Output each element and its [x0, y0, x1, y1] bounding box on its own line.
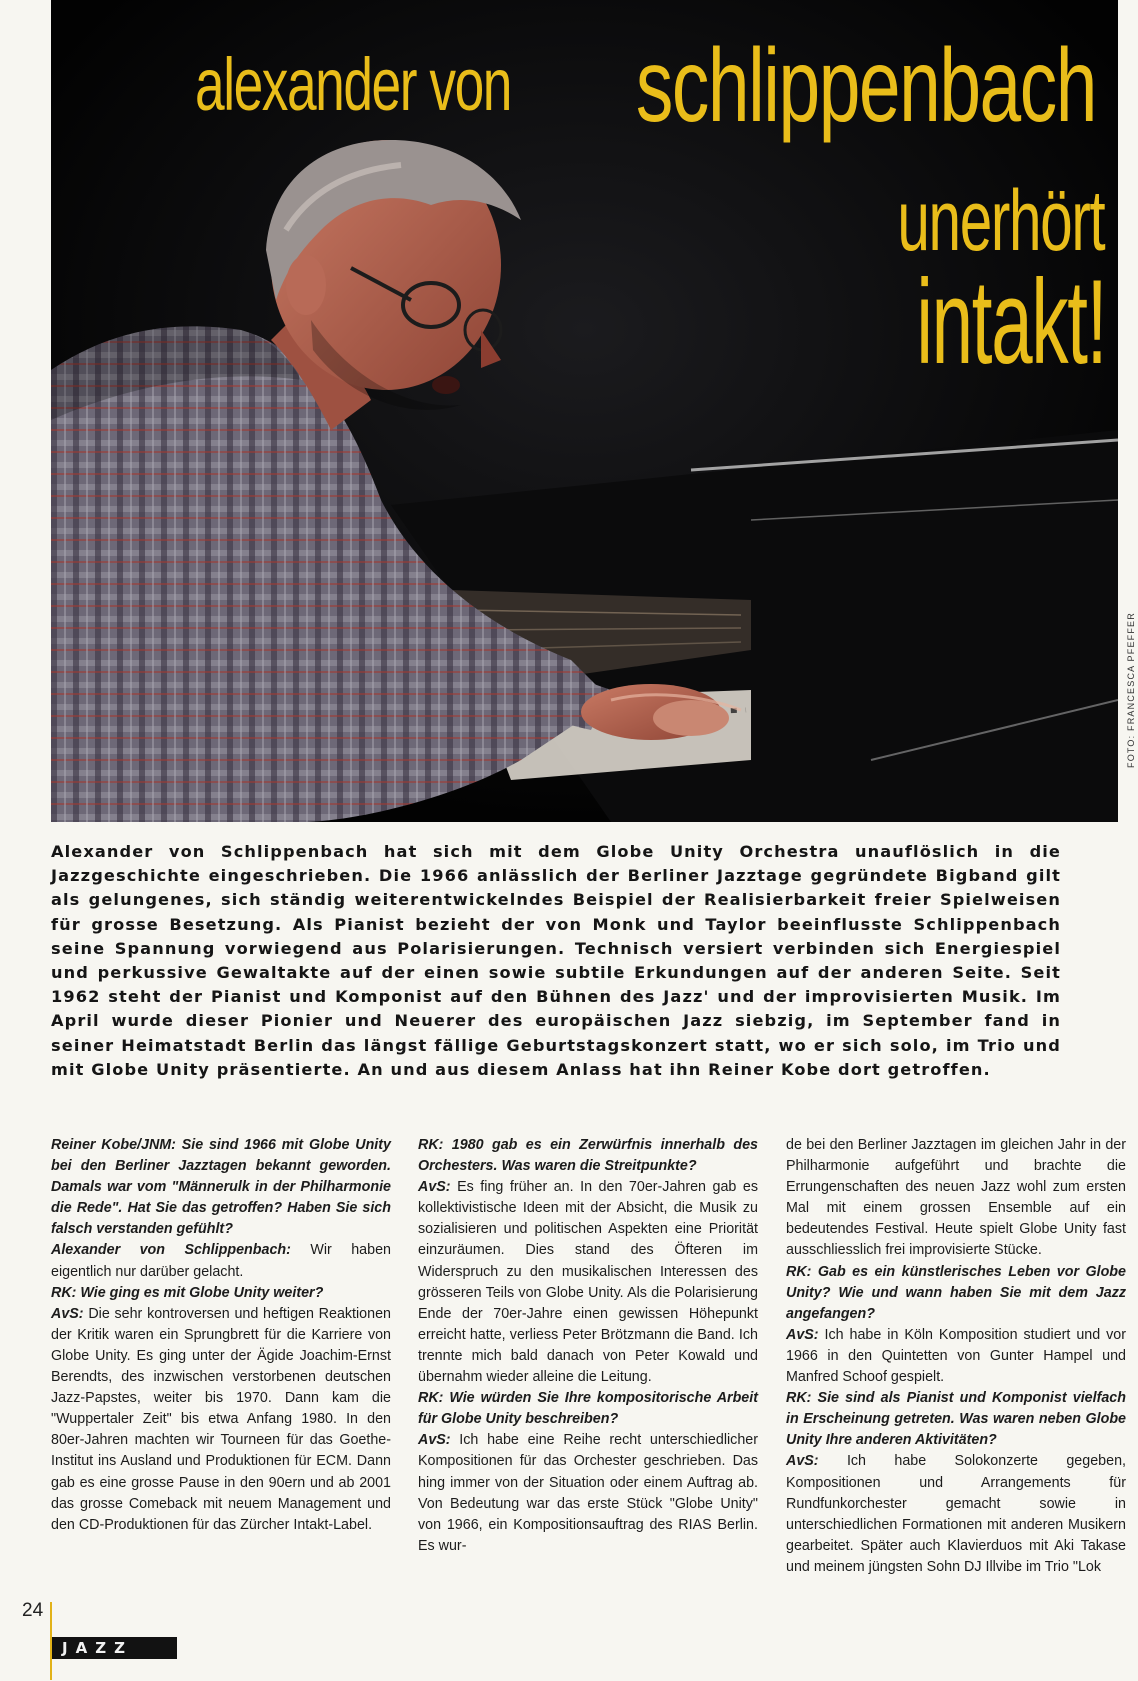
- page-number: 24: [22, 1600, 44, 1621]
- answer-text: Es fing früher an. In den 70er-Jahren gab es kollektivistische Ideen mit der Absicht, die Musik zu sozialisieren und politischen Aspekten eine Priorität einzuräumen. Dies stand des Öfteren im Widerspruch zu den musikalischen Interessen des grösseren Teils von Globe Unity. Als die Polarisierung Ende der 70er-Jahre einen gewissen Höhepunkt erreicht hatte, verliess Peter Brötzmann die Band. Ich trennte mich bald danach von Peter Kowald und übernahm wieder alleine die Leitung.: [418, 1179, 758, 1386]
- speaker-label: AvS:: [418, 1179, 451, 1196]
- question: RK: 1980 gab es ein Zerwürfnis innerhalb des Orchesters. Was waren die Streitpunkte?: [418, 1137, 758, 1175]
- answer: [51, 1304, 391, 1536]
- question: Reiner Kobe/JNM: Sie sind 1966 mit Globe Unity bei den Berliner Jazztagen bekannt geworden. Damals war vom "Männerulk in der Philharmonie die Rede". Hat Sie das getroffen? Haben Sie sich falsch verstanden gefühlt?: [51, 1137, 391, 1238]
- photo-credit: FOTO: FRANCESCA PFEFFER: [1126, 612, 1136, 768]
- speaker-label: AvS:: [51, 1305, 84, 1322]
- question: RK: Gab es ein künstlerisches Leben vor Globe Unity? Wie und wann haben Sie mit dem Jazz angefangen?: [786, 1263, 1126, 1322]
- question: RK: Sie sind als Pianist und Komponist vielfach in Erscheinung getreten. Was waren neben Globe Unity Ihre anderen Aktivitäten?: [786, 1390, 1126, 1449]
- answer-text: Ich habe in Köln Komposition studiert und vor 1966 in den Quintetten von Gunter Hampel und Manfred Schoof gespielt.: [786, 1326, 1126, 1386]
- speaker-label: AvS:: [786, 1453, 819, 1470]
- question: RK: Wie ging es mit Globe Unity weiter?: [51, 1284, 324, 1301]
- answer: [418, 1430, 758, 1557]
- section-label: JAZZ: [52, 1637, 177, 1659]
- speaker-label: AvS:: [418, 1432, 451, 1449]
- speaker-label: Alexander von Schlippenbach:: [51, 1242, 291, 1259]
- interview-column-1: [51, 1135, 391, 1536]
- answer-text: Die sehr kontroversen und heftigen Reaktionen der Kritik waren ein Sprungbrett für die Karriere von Globe Unity. Es ging unter der Ägide Joachim-Ernst Berendts, des inzwischen verstorbenen deutschen Jazz-Papstes, weiter bis 1970. Dann kam die "Wuppertaler Zeit" bis etwa Anfang 1980. In den 80er-Jahren machten wir Tourneen für das Goethe-Institut ins Ausland und Produktionen für ECM. Dann gab es eine grosse Pause in den 90ern und ab 2001 das grosse Comeback mit neuem Management und den CD-Produktionen für das Zürcher Intakt-Label.: [51, 1305, 391, 1533]
- hero-photo: [51, 0, 1118, 822]
- speaker-label: AvS:: [786, 1326, 819, 1343]
- answer: [51, 1240, 391, 1282]
- answer: [786, 1451, 1126, 1578]
- title-big: schlippenbach: [635, 28, 1096, 144]
- title-small: alexander von: [195, 43, 512, 126]
- interview-column-2: [418, 1135, 758, 1557]
- answer-text: Ich habe Solokonzerte gegeben, Kompositionen und Arrangements für Rundfunkorchester gemacht sowie in unterschiedlichen Formationen mit anderen Musikern gearbeitet. Später auch Klavierduos mit Aki Takase und meinem jüngsten Sohn DJ Illvibe im Trio "Lok: [786, 1453, 1126, 1575]
- subtitle-line-1: unerhört: [897, 173, 1104, 269]
- lead-paragraph: Alexander von Schlippenbach hat sich mit dem Globe Unity Orchestra unauflöslich in die Jazzgeschichte eingeschrieben. Die 1966 anlässlich der Berliner Jazztage gegründete Bigband gilt als gelungenes, sich ständig weiterentwickelndes Beispiel der Realisierbarkeit freier Spielweisen für grosse Besetzung. Als Pianist bezieht der von Monk und Taylor beeinflusste Schlippenbach seine Spannung vorwiegend aus Polarisierungen. Technisch versiert verbinden sich Energiespiel und perkussive Gewaltakte auf der einen sowie subtile Erkundungen auf der anderen Seite. Seit 1962 steht der Pianist und Komponist auf den Bühnen des Jazz' und der improvisierten Musik. Im April wurde dieser Pionier und Neuerer des europäischen Jazz siebzig, im September fand in seiner Heimatstadt Berlin das längst fällige Geburtstagskonzert statt, wo er sich solo, im Trio und mit Globe Unity präsentierte. An und aus diesem Anlass hat ihn Reiner Kobe dort getroffen.: [51, 842, 1061, 1079]
- answer-text: Wir haben eigentlich nur darüber gelacht.: [51, 1242, 391, 1280]
- answer: [418, 1177, 758, 1388]
- answer: [786, 1325, 1126, 1388]
- answer-continued: de bei den Berliner Jazztagen im gleichen Jahr in der Philharmonie aufgeführt und brachte die Errungenschaften des neuen Jazz wohl zum ersten Mal mit einem grossen Ensemble auf ein bedeutendes Festival. Heute spielt Globe Unity fast ausschliesslich frei improvisierte Stücke.: [786, 1137, 1126, 1259]
- question: RK: Wie würden Sie Ihre kompositorische Arbeit für Globe Unity beschreiben?: [418, 1390, 758, 1428]
- answer-text: Ich habe eine Reihe recht unterschiedlicher Kompositionen für das Orchester geschrieben. Das hing immer von der Situation oder einem Auftrag ab. Von Bedeutung war das erste Stück "Globe Unity" von 1966, ein Kompositionsauftrag des RIAS Berlin. Es wur-: [418, 1432, 758, 1554]
- interview-column-3: [786, 1135, 1126, 1578]
- subtitle-line-2: intakt!: [916, 255, 1106, 389]
